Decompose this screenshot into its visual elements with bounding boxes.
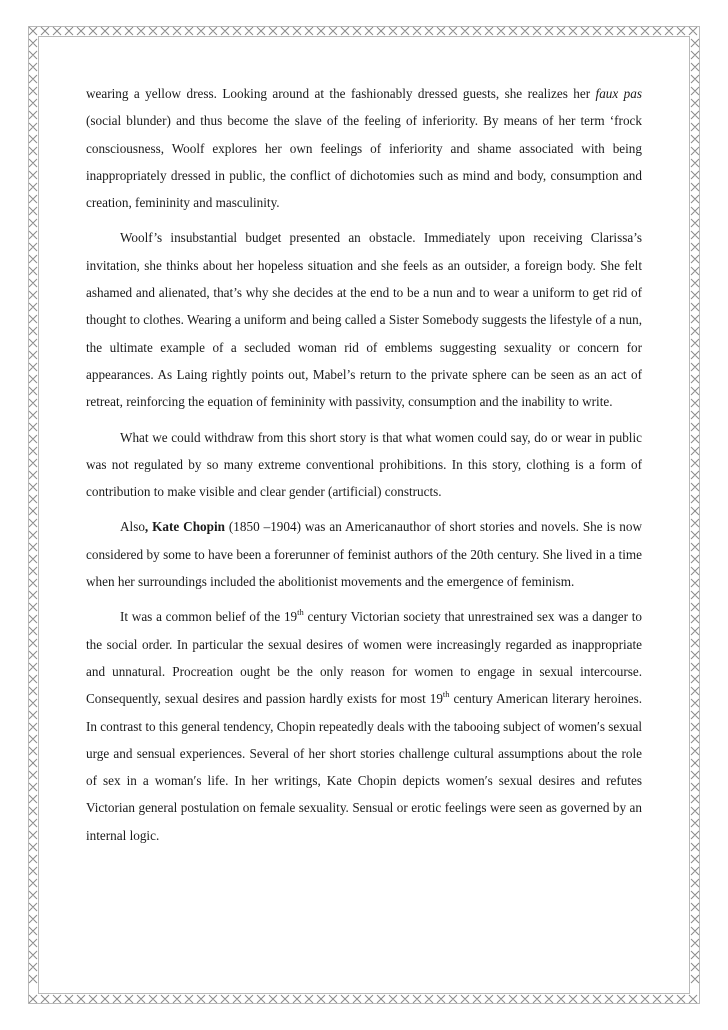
- text-run: century Victorian society that unrestrained sex was a danger to the social order. In particular the sexual desires of women were increasingly regarded as inappropriate and unnatural. Procreation ought be the only reason for women to engage in sexual intercourse. Consequently, sexual desires and passion hardly exists for most 19: [86, 609, 642, 707]
- text-run: wearing a yellow dress. Looking around at the fashionably dressed guests, she realizes her: [86, 86, 596, 101]
- italic-text: faux pas: [595, 86, 642, 101]
- text-run: What we could withdraw from this short story is that what women could say, do or wear in public was not regulated by so many extreme conventional prohibitions. In this story, clothing is a form of contribution to make visible and clear gender (artificial) constructs.: [86, 429, 642, 500]
- paragraph: [86, 80, 642, 216]
- text-run: It was a common belief of the 19: [120, 609, 298, 625]
- superscript-text: th: [442, 689, 450, 700]
- text-run: Woolf’s insubstantial budget presented an obstacle. Immediately upon receiving Clarissa’s invitation, she thinks about her hopeless situation and she feels as an outsider, a foreign body. She felt ashamed and alienated, that’s why she decides at the end to be a nun and to wear a uniform to get rid of thought to clothes. Wearing a uniform and being called a Sister Somebody suggests the lifestyle of a nun, the ultimate example of a secluded woman rid of emblems suggesting sexuality or concern for appearances. As Laing rightly points out, Mabel’s return to the private sphere can be seen as an act of retreat, reinforcing the equation of femininity with passivity, consumption and the inability to write.: [86, 230, 642, 410]
- text-run: (1850 –1904) was an Americanauthor of short stories and novels. She is now considered by some to have been a forerunner of feminist authors of the 20th century. She lived in a time when her surroundings included the abolitionist movements and the emergence of feminism.: [86, 519, 642, 590]
- paragraph: [86, 224, 642, 415]
- paragraph: [86, 513, 642, 595]
- text-run: (social blunder) and thus become the slave of the feeling of inferiority. By means of her term ‘frock consciousness, Woolf explores her own feelings of inferiority and shame associated with being inappropriately dressed in public, the conflict of dichotomies such as mind and body, consumption and creation, femininity and masculinity.: [86, 113, 642, 211]
- text-run: century American literary heroines. In contrast to this general tendency, Chopin repeatedly deals with the tabooing subject of women′s sexual urge and sensual experiences. Several of her short stories challenge cultural assumptions about the role of sex in a woman′s life. In her writings, Kate Chopin depicts women′s sexual desires and refutes Victorian general postulation on female sexuality. Sensual or erotic feelings were seen as governed by an internal logic.: [86, 691, 642, 843]
- superscript-text: th: [297, 607, 304, 618]
- paragraph: [86, 603, 642, 849]
- document-body: [86, 80, 642, 857]
- bold-text: , Kate Chopin: [144, 519, 225, 535]
- text-run: Also: [120, 519, 145, 535]
- paragraph: [86, 424, 642, 506]
